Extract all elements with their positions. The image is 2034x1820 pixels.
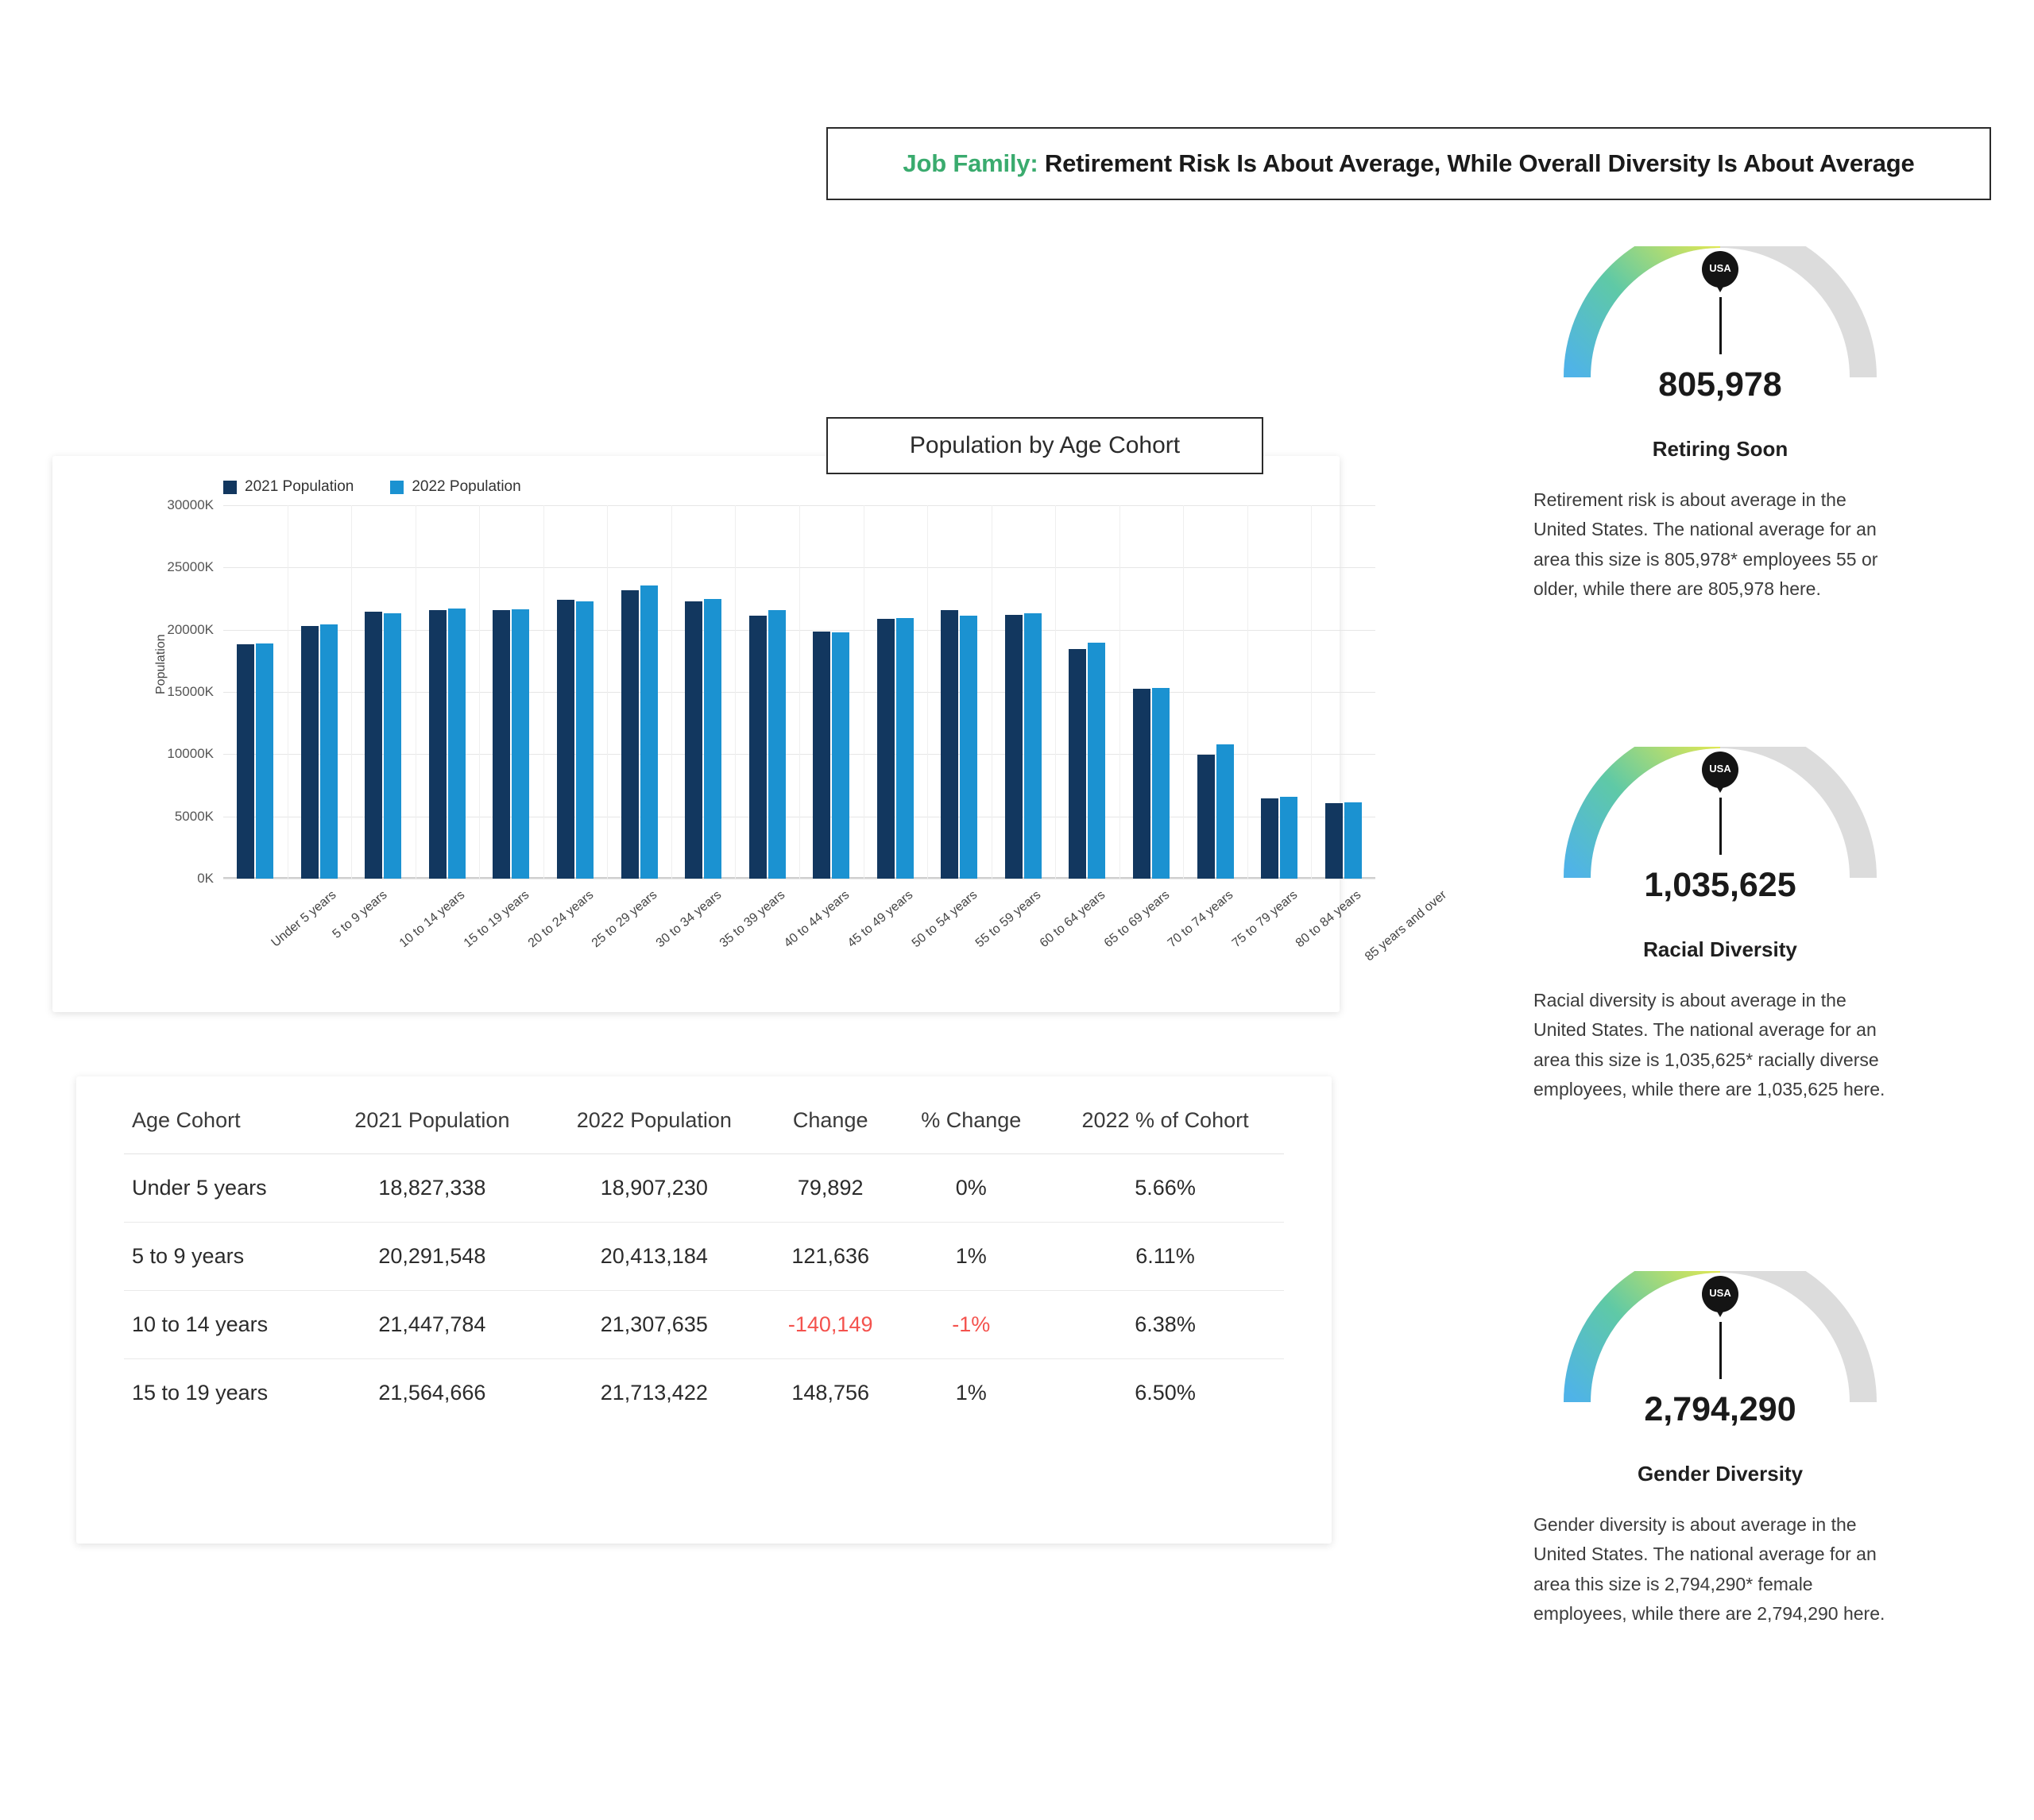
bar-2022[interactable] [960,616,977,879]
x-axis-tick: 70 to 74 years [1165,888,1236,951]
table-row[interactable] [124,1359,1284,1428]
cell-age-cohort: 15 to 19 years [132,1381,269,1405]
bar-2021[interactable] [557,600,574,879]
table-row[interactable] [124,1223,1284,1291]
kpi-gender-diversity [1533,1271,1907,1629]
bar-2021[interactable] [1261,798,1278,879]
bar-group[interactable] [735,505,799,879]
bar-2022[interactable] [896,618,914,879]
cell-2022-pct-of-cohort: 6.38% [1046,1291,1284,1359]
kpi-value-racial-diversity: 1,035,625 [1644,866,1796,904]
bar-2022[interactable] [704,599,721,879]
bar-2022[interactable] [832,632,849,879]
bar-2021[interactable] [1325,803,1343,879]
bar-2021[interactable] [813,632,830,879]
population-table [124,1097,1284,1427]
bar-2021[interactable] [1133,689,1150,879]
x-axis-tick: 40 to 44 years [781,888,853,951]
x-axis-tick: 35 to 39 years [717,888,788,951]
cell-change: 121,636 [765,1223,895,1291]
bar-2022[interactable] [448,609,466,879]
y-axis-tick: 0K [197,871,214,886]
bar-2022[interactable] [1152,688,1170,879]
bar-2021[interactable] [941,610,958,879]
cell-2021-population: 21,564,666 [378,1381,486,1405]
chart-plot-area [167,497,1449,964]
kpi-racial-diversity [1533,747,1907,1104]
bar-group[interactable] [479,505,543,879]
legend-item-2021 [223,478,354,496]
cell-2022-pct-of-cohort: 5.66% [1046,1154,1284,1223]
column-header-pct-change: % Change [895,1097,1046,1154]
headline-text [903,149,1914,178]
cell-2022-population: 18,907,230 [543,1154,765,1223]
table-row[interactable] [124,1154,1284,1223]
bar-2021[interactable] [749,616,767,879]
usa-pin-marker [1702,752,1738,855]
x-axis-tick: 50 to 54 years [909,888,980,951]
x-axis-tick: 20 to 24 years [525,888,596,951]
bar-2021[interactable] [237,644,254,879]
y-axis-tick: 20000K [167,621,214,637]
usa-pin-marker [1702,1276,1738,1379]
bar-2021[interactable] [877,619,895,879]
headline-label: Job Family: [903,149,1038,177]
bar-2021[interactable] [621,590,639,879]
table-header-row [124,1097,1284,1154]
kpi-description-retiring-soon: Retirement risk is about average in the United States. The national average for an area this size is 805,978* employees 55 or older, while there are 805,978 here. [1533,489,1878,599]
bar-group[interactable] [223,505,288,879]
usa-pin-label: USA [1702,251,1738,288]
column-header-2021-population: 2021 Population [321,1097,543,1154]
y-axis-tick: 10000K [167,746,214,762]
x-axis-tick: 55 to 59 years [973,888,1044,951]
usa-pin-stem [1719,297,1722,354]
legend-swatch-2021 [223,481,237,494]
cell-2022-pct-of-cohort: 6.50% [1135,1381,1196,1405]
y-axis-tick: 15000K [167,684,214,699]
bar-group[interactable] [351,505,416,879]
x-axis-tick: 10 to 14 years [397,888,468,951]
bar-group[interactable] [992,505,1056,879]
x-axis-tick: 45 to 49 years [845,888,916,951]
kpi-description-gender-diversity: Gender diversity is about average in the United States. The national average for an area this size is 2,794,290* female employees, while there are 2,794,290 here. [1533,1514,1885,1624]
bar-group[interactable] [416,505,480,879]
bar-2021[interactable] [1005,615,1023,879]
bar-group[interactable] [799,505,864,879]
chart-legend [223,478,521,496]
bar-group[interactable] [927,505,992,879]
bar-2022[interactable] [320,624,338,879]
cell-age-cohort: Under 5 years [124,1154,321,1223]
gauge-racial-diversity [1553,747,1887,929]
y-axis-label: Population [154,634,168,694]
chart-title: Population by Age Cohort [909,432,1181,458]
kpi-caption-gender-diversity: Gender Diversity [1637,1462,1804,1486]
x-axis-tick: 75 to 79 years [1229,888,1300,951]
cell-change: 79,892 [765,1154,895,1223]
bar-group[interactable] [1055,505,1119,879]
x-axis-tick: 5 to 9 years [330,888,390,941]
bar-2022[interactable] [1088,643,1105,879]
bar-2021[interactable] [429,610,447,879]
legend-item-2022 [390,478,520,496]
kpi-value-gender-diversity: 2,794,290 [1644,1390,1796,1428]
bar-2021[interactable] [493,610,510,879]
cell-pct-change: 1% [955,1381,987,1405]
bar-2022[interactable] [512,609,529,879]
table-body [124,1154,1284,1428]
x-axis-tick: 65 to 69 years [1101,888,1172,951]
usa-pin-label: USA [1702,752,1738,788]
x-axis-tick: Under 5 years [269,888,339,950]
cell-change: -140,149 [765,1291,895,1359]
bar-group[interactable] [288,505,352,879]
cell-2022-population: 21,307,635 [543,1291,765,1359]
table-row[interactable] [124,1291,1284,1359]
y-axis-tick: 30000K [167,497,214,512]
y-axis-tick: 25000K [167,559,214,575]
headline-banner [826,127,1991,200]
bar-2021[interactable] [301,626,319,879]
x-axis-tick: 30 to 34 years [653,888,724,951]
bar-2022[interactable] [1344,802,1362,879]
bar-2022[interactable] [640,585,658,879]
cell-age-cohort: 5 to 9 years [124,1223,321,1291]
legend-label-2022: 2022 Population [412,478,521,495]
x-axis-tick: 60 to 64 years [1037,888,1108,951]
column-header-2022-pct-of-cohort: 2022 % of Cohort [1046,1097,1284,1154]
y-axis-tick: 5000K [174,808,214,824]
cell-pct-change: -1% [895,1291,1046,1359]
cell-2021-population: 20,291,548 [321,1223,543,1291]
bar-group[interactable] [543,505,608,879]
chart-title-box [826,417,1263,474]
bar-group[interactable] [1119,505,1184,879]
headline-statement: Retirement Risk Is About Average, While Overall Diversity Is About Average [1044,149,1915,177]
bar-group[interactable] [671,505,736,879]
population-chart-card [52,456,1449,1012]
usa-pin-label: USA [1702,1276,1738,1312]
kpi-value-retiring-soon: 805,978 [1658,365,1782,404]
usa-pin-stem [1719,798,1722,855]
bar-group[interactable] [1183,505,1247,879]
cell-pct-change: 0% [895,1154,1046,1223]
bar-group[interactable] [864,505,928,879]
gauge-retiring-soon [1553,246,1887,429]
usa-pin-stem [1719,1322,1722,1379]
bar-2022[interactable] [1024,613,1042,879]
usa-pin-marker [1702,251,1738,354]
bar-2022[interactable] [1280,797,1297,879]
gauge-gender-diversity [1553,1271,1887,1454]
bar-group[interactable] [1311,505,1375,879]
kpi-description-racial-diversity: Racial diversity is about average in the United States. The national average for an area this size is 1,035,625* racially diverse employees, while there are 1,035,625 here. [1533,990,1885,1099]
population-table-card [76,1076,1332,1544]
cell-change: 148,756 [791,1381,869,1405]
column-header-change: Change [765,1097,895,1154]
column-header-age-cohort: Age Cohort [124,1097,321,1154]
bar-2021[interactable] [1069,649,1086,879]
legend-swatch-2022 [390,481,404,494]
cell-2022-pct-of-cohort: 6.11% [1046,1223,1284,1291]
bar-group[interactable] [607,505,671,879]
x-axis-tick: 80 to 84 years [1293,888,1364,951]
bar-2021[interactable] [685,601,702,879]
bar-2022[interactable] [768,610,786,879]
x-axis-tick: 25 to 29 years [589,888,660,951]
kpi-retiring-soon [1533,246,1907,604]
bar-2022[interactable] [256,643,273,879]
bar-group[interactable] [1247,505,1312,879]
x-axis-tick: 85 years and over [1362,888,1449,964]
cell-2021-population: 21,447,784 [321,1291,543,1359]
cell-2021-population: 18,827,338 [321,1154,543,1223]
bar-2022[interactable] [1216,744,1234,879]
cell-age-cohort: 10 to 14 years [124,1291,321,1359]
legend-label-2021: 2021 Population [245,478,354,495]
bar-2021[interactable] [1197,755,1215,879]
bar-2022[interactable] [384,613,401,879]
column-header-2022-population: 2022 Population [543,1097,765,1154]
cell-2022-population: 20,413,184 [543,1223,765,1291]
bar-2022[interactable] [576,601,594,879]
kpi-caption-retiring-soon: Retiring Soon [1652,437,1788,461]
cell-2022-population: 21,713,422 [600,1381,708,1405]
cell-pct-change: 1% [895,1223,1046,1291]
kpi-caption-racial-diversity: Racial Diversity [1643,937,1797,961]
x-axis-tick: 15 to 19 years [461,888,532,951]
bar-2021[interactable] [365,612,382,879]
